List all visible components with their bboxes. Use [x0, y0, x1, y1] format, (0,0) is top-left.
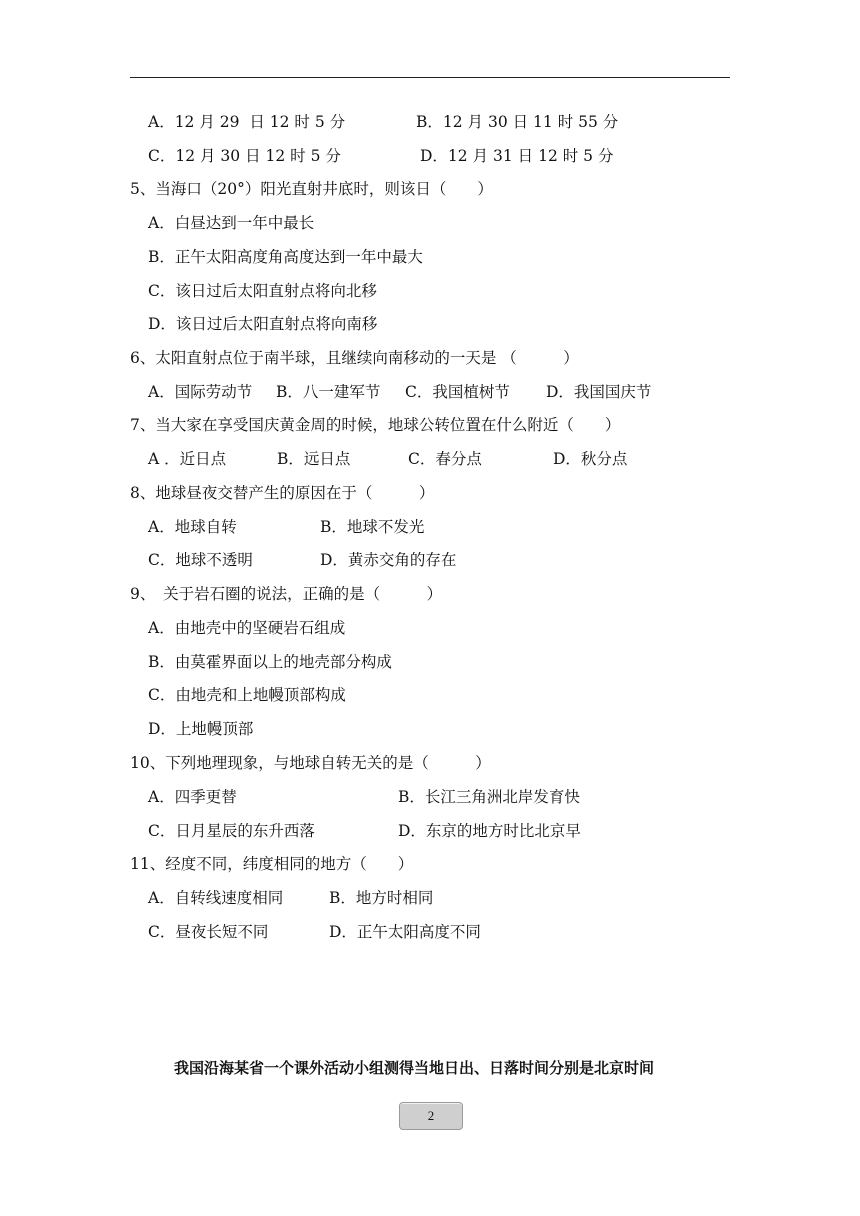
- q9-stem: 9、 关于岩石圈的说法，正确的是（ ）: [130, 585, 443, 603]
- q6-option-b: B．八一建军节: [276, 383, 381, 401]
- q9-option-d: D．上地幔顶部: [148, 720, 254, 738]
- q4-option-b: B．12 月 30 日 11 时 55 分: [416, 113, 619, 131]
- q5-option-d: D．该日过后太阳直射点将向南移: [148, 315, 378, 333]
- page-number: 2: [427, 1108, 435, 1123]
- page-number-box: [399, 1102, 463, 1130]
- q10-option-b: B．长江三角洲北岸发育快: [398, 788, 580, 806]
- q4-option-c: C．12 月 30 日 12 时 5 分: [148, 147, 341, 165]
- q8-option-c: C．地球不透明: [148, 551, 253, 569]
- q8-option-a: A．地球自转: [148, 518, 237, 536]
- q7-option-c: C．春分点: [408, 450, 482, 468]
- q5-stem: 5、当海口（20°）阳光直射井底时，则该日（ ）: [130, 180, 493, 198]
- q8-option-d: D．黄赤交角的存在: [320, 551, 457, 569]
- q6-option-a: A．国际劳动节: [148, 383, 253, 401]
- q5-option-b: B．正午太阳高度角高度达到一年中最大: [148, 248, 423, 266]
- header-rule: [130, 77, 730, 78]
- q4-option-d: D．12 月 31 日 12 时 5 分: [420, 147, 614, 165]
- q4-option-a: A．12 月 29 日 12 时 5 分: [148, 113, 346, 131]
- q7-option-d: D．秋分点: [553, 450, 628, 468]
- q9-option-a: A．由地壳中的坚硬岩石组成: [148, 619, 346, 637]
- q11-option-c: C．昼夜长短不同: [148, 923, 269, 941]
- q6-option-c: C．我国植树节: [405, 383, 510, 401]
- q7-option-b: B．远日点: [277, 450, 351, 468]
- passage-text: 我国沿海某省一个课外活动小组测得当地日出、日落时间分别是北京时间: [174, 1059, 655, 1077]
- q10-option-d: D．东京的地方时比北京早: [398, 822, 581, 840]
- q11-stem: 11、经度不同，纬度相同的地方（ ）: [130, 855, 414, 873]
- q10-option-c: C．日月星辰的东升西落: [148, 822, 315, 840]
- q11-option-a: A．自转线速度相同: [148, 889, 284, 907]
- q11-option-d: D．正午太阳高度不同: [329, 923, 481, 941]
- q6-stem: 6、太阳直射点位于南半球，且继续向南移动的一天是 （ ）: [130, 349, 579, 367]
- q11-option-b: B．地方时相同: [329, 889, 434, 907]
- q5-option-a: A．白昼达到一年中最长: [148, 214, 315, 232]
- q8-stem: 8、地球昼夜交替产生的原因在于（ ）: [130, 484, 435, 502]
- q10-option-a: A．四季更替: [148, 788, 237, 806]
- q10-stem: 10、下列地理现象，与地球自转无关的是（ ）: [130, 754, 491, 772]
- q8-option-b: B．地球不发光: [320, 518, 425, 536]
- q9-option-b: B．由莫霍界面以上的地壳部分构成: [148, 653, 392, 671]
- q9-option-c: C．由地壳和上地幔顶部构成: [148, 686, 346, 704]
- q5-option-c: C．该日过后太阳直射点将向北移: [148, 282, 377, 300]
- q7-stem: 7、当大家在享受国庆黄金周的时候，地球公转位置在什么附近（ ）: [130, 416, 621, 434]
- q6-option-d: D．我国国庆节: [546, 383, 652, 401]
- q7-option-a: A ．近日点: [148, 450, 227, 468]
